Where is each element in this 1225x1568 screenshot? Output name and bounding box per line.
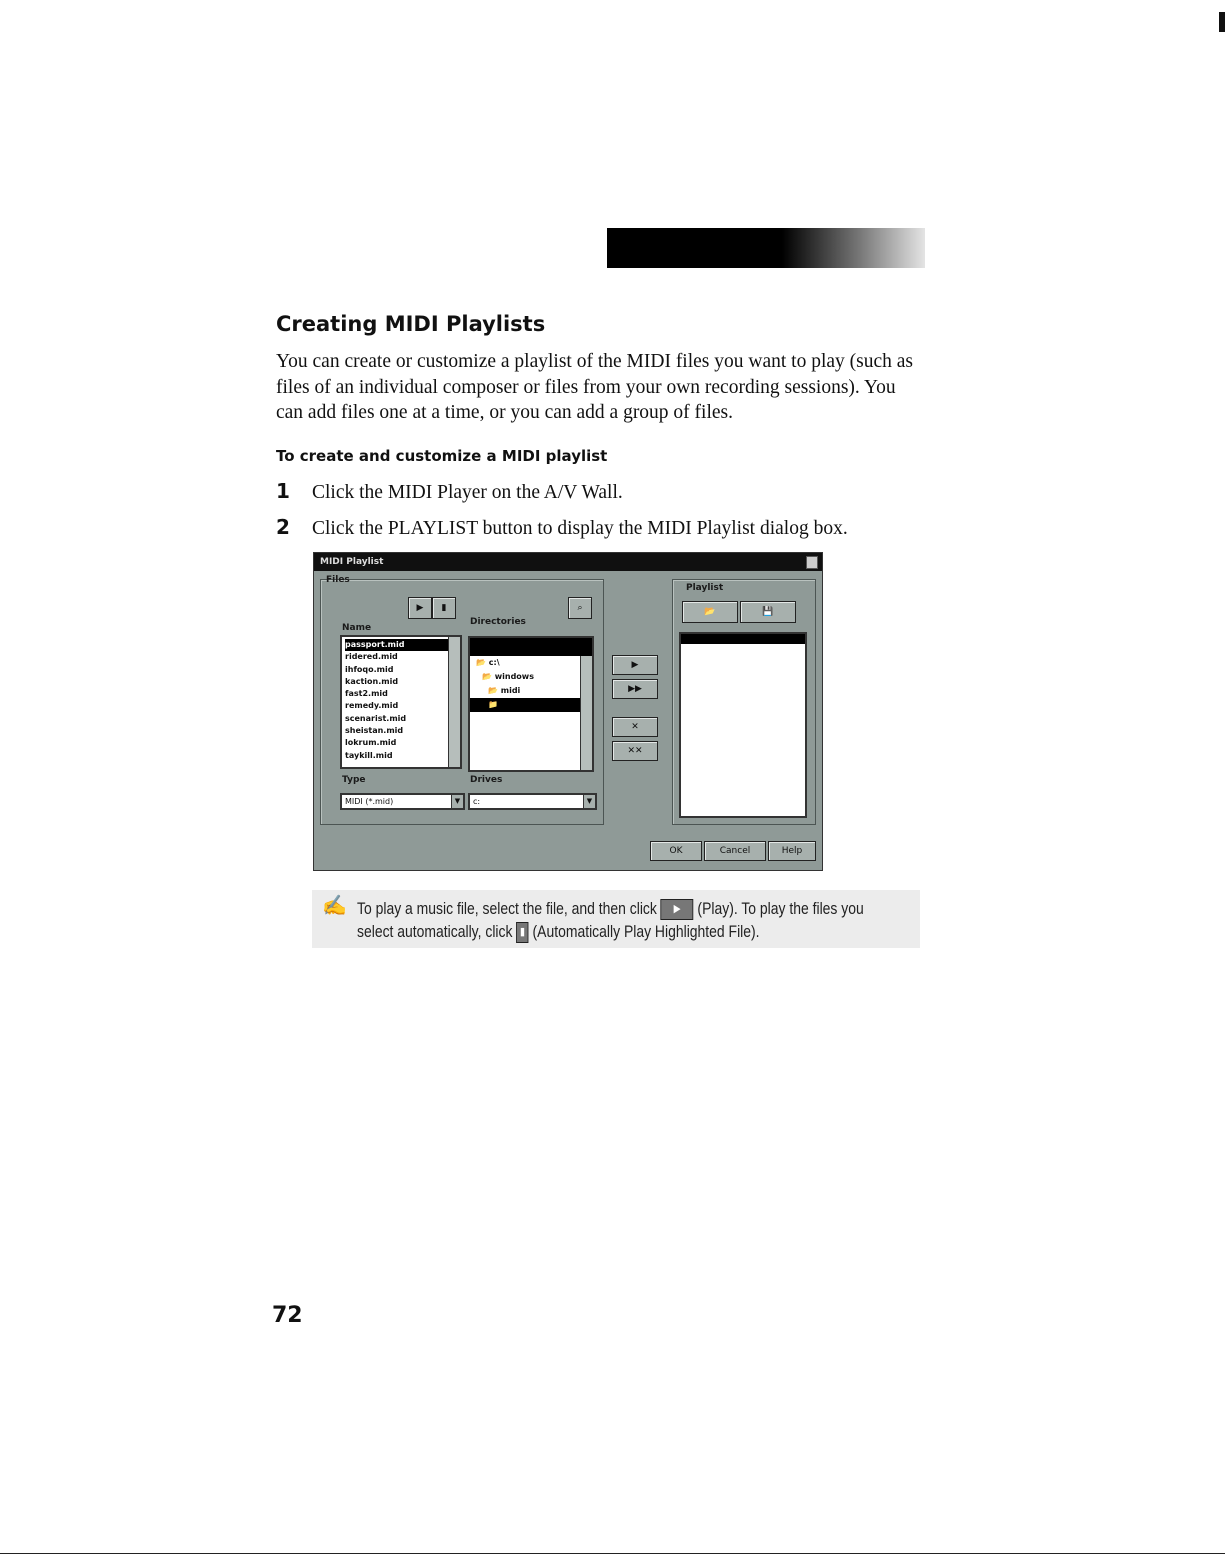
playlist-list[interactable]: [679, 632, 807, 818]
directory-scrollbar[interactable]: [580, 656, 592, 770]
close-icon[interactable]: [806, 556, 818, 569]
double-arrow-right-icon: ▶▶: [628, 684, 642, 694]
save-playlist-button[interactable]: [740, 601, 796, 623]
save-icon: 💾: [762, 607, 774, 617]
browse-button[interactable]: [568, 597, 592, 619]
remove-file-button[interactable]: [612, 717, 658, 737]
auto-play-button[interactable]: [432, 597, 456, 619]
step-1: [276, 479, 623, 504]
auto-play-icon: ▮: [516, 922, 528, 943]
midi-playlist-dialog: [313, 552, 823, 871]
type-select[interactable]: [340, 793, 465, 810]
chapter-header-bar: [607, 228, 925, 268]
folder-item[interactable]: 📂 c:\: [476, 658, 500, 667]
tip-text: To play a music file, select the file, and then click ▶ (Play). To play the files you select automatically, click ▮ (Automatically Play Highlighted File).: [357, 897, 816, 943]
directory-list[interactable]: [468, 636, 594, 772]
open-playlist-button[interactable]: [682, 601, 738, 623]
list-item[interactable]: remedy.mid: [345, 701, 399, 711]
folder-item[interactable]: 📂 windows: [482, 672, 534, 681]
remove-all-icon: ✕✕: [627, 746, 643, 756]
directories-label: Directories: [470, 617, 526, 627]
step-2: [276, 515, 848, 540]
add-file-button[interactable]: [612, 655, 658, 675]
play-icon: ▶: [416, 603, 424, 613]
search-icon: ⌕: [577, 603, 583, 613]
help-button[interactable]: Help: [768, 841, 816, 861]
list-item[interactable]: ihfoqo.mid: [345, 664, 394, 674]
playlist-group-label: Playlist: [686, 583, 724, 593]
dialog-title: MIDI Playlist: [320, 557, 384, 567]
remove-all-button[interactable]: [612, 741, 658, 761]
cancel-button[interactable]: Cancel: [704, 841, 766, 861]
pencil-note-icon: ✍: [322, 895, 347, 917]
play-button[interactable]: [408, 597, 432, 619]
folder-item-selected[interactable]: 📁: [470, 698, 592, 712]
dialog-title-bar: [314, 553, 822, 571]
file-list[interactable]: [340, 635, 462, 769]
folder-item[interactable]: 📂 midi: [488, 686, 521, 695]
drives-label: Drives: [470, 775, 503, 785]
playlist-header-bar: [681, 634, 805, 644]
step-number: 1: [276, 479, 290, 503]
list-item[interactable]: kaction.mid: [345, 676, 399, 686]
chevron-down-icon[interactable]: ▼: [451, 795, 463, 808]
list-item[interactable]: taykill.mid: [345, 750, 393, 760]
procedure-heading: To create and customize a MIDI playlist: [276, 447, 608, 465]
drive-select-value: c:: [473, 797, 481, 806]
page-edge-mark: [1219, 12, 1225, 32]
file-list-scrollbar[interactable]: [448, 637, 460, 767]
drive-select[interactable]: [468, 793, 597, 810]
list-item[interactable]: lokrum.mid: [345, 738, 397, 748]
folder-open-icon: 📂: [704, 607, 716, 617]
intro-paragraph: You can create or customize a playlist of the MIDI files you want to play (such as files of an individual composer or files from your own recording sessions). You can add files one at a time, or you can add a group of files.: [276, 351, 914, 423]
chevron-down-icon[interactable]: ▼: [583, 795, 595, 808]
list-item[interactable]: passport.mid: [345, 639, 457, 651]
tip-note: [312, 890, 920, 948]
step-number: 2: [276, 515, 290, 539]
remove-icon: ✕: [631, 722, 639, 732]
type-label: Type: [342, 775, 366, 785]
play-icon: ▶: [661, 899, 694, 920]
list-item[interactable]: sheistan.mid: [345, 726, 404, 736]
section-title: Creating MIDI Playlists: [276, 312, 546, 336]
arrow-right-icon: ▶: [631, 660, 639, 670]
add-all-button[interactable]: [612, 679, 658, 699]
auto-play-icon: ▮: [441, 603, 447, 613]
name-label: Name: [342, 623, 372, 633]
directory-path-bar: [470, 638, 592, 656]
step-text: Click the MIDI Player on the A/V Wall.: [312, 482, 623, 503]
page-number: 72: [272, 1303, 303, 1328]
step-text: Click the PLAYLIST button to display the MIDI Playlist dialog box.: [312, 518, 848, 539]
list-item[interactable]: ridered.mid: [345, 652, 398, 662]
ok-button[interactable]: OK: [650, 841, 702, 861]
type-select-value: MIDI (*.mid): [345, 797, 394, 806]
page-bottom-rule: [0, 1553, 1225, 1554]
files-group-label: Files: [326, 575, 350, 585]
list-item[interactable]: scenarist.mid: [345, 713, 407, 723]
list-item[interactable]: fast2.mid: [345, 689, 388, 699]
